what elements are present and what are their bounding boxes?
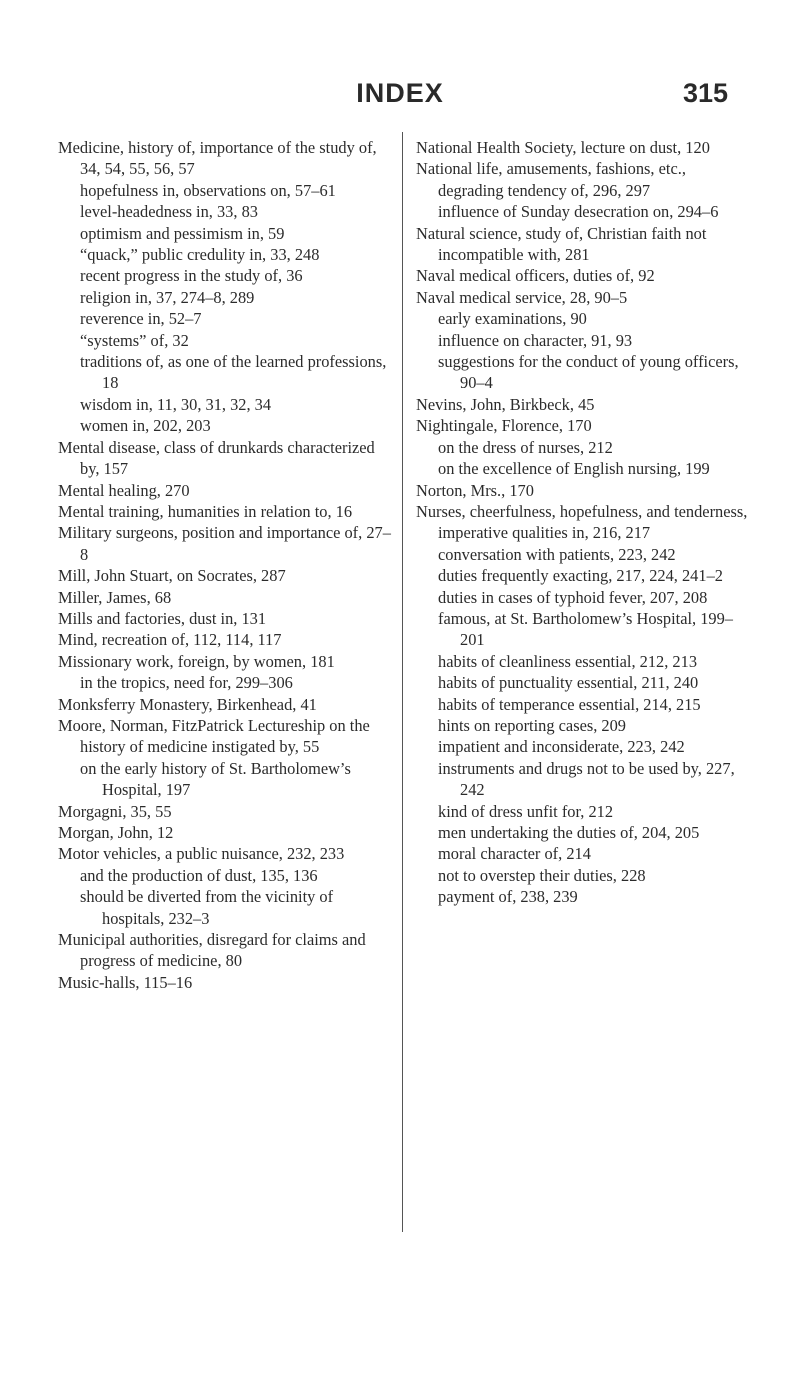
index-entry: Military surgeons, position and importance of, 27–8: [58, 523, 391, 564]
index-entry: Missionary work, foreign, by women, 181: [58, 651, 335, 671]
index-entry: Municipal authorities, disregard for claims and progress of medicine, 80: [58, 930, 366, 971]
index-entry: Norton, Mrs., 170: [416, 480, 534, 500]
index-subentry: recent progress in the study of, 36: [80, 266, 303, 286]
index-entry: Natural science, study of, Christian faith not incompatible with, 281: [416, 223, 707, 265]
index-subentry: traditions of, as one of the learned professions, 18: [80, 352, 387, 393]
index-entry: Moore, Norman, FitzPatrick Lectureship on the history of medicine instigated by, 55: [58, 715, 370, 757]
index-entry: Music-halls, 115–16: [58, 972, 193, 992]
index-subentry: suggestions for the conduct of young officers, 90–4: [438, 352, 739, 393]
index-subentry: instruments and drugs not to be used by, 227, 242: [438, 758, 735, 800]
index-entry: Miller, James, 68: [58, 587, 172, 607]
index-subentry: habits of temperance essential, 214, 215: [438, 694, 701, 714]
index-entry: National Health Society, lecture on dust, 120: [416, 138, 710, 157]
index-subentry: influence on character, 91, 93: [438, 330, 633, 350]
page-title: INDEX: [356, 78, 444, 108]
index-entry: Mental training, humanities in relation to, 16: [58, 501, 353, 521]
index-subentry: habits of punctuality essential, 211, 240: [438, 673, 699, 693]
index-column-right: [416, 137, 754, 908]
index-subentry: level-headedness in, 33, 83: [80, 202, 258, 222]
index-subentry: and the production of dust, 135, 136: [80, 865, 318, 885]
index-subentry: not to overstep their duties, 228: [438, 865, 646, 885]
index-subentry: hopefulness in, observations on, 57–61: [80, 180, 336, 200]
index-entry: National life, amusements, fashions, etc., degrading tendency of, 296, 297: [416, 159, 686, 200]
index-subentry: on the early history of St. Bartholomew’s Hospital, 197: [80, 758, 351, 800]
index-subentry: “systems” of, 32: [80, 330, 189, 350]
index-subentry: conversation with patients, 223, 242: [438, 544, 676, 564]
page-number: 315: [682, 78, 728, 108]
index-subentry: should be diverted from the vicinity of hospitals, 232–3: [80, 887, 334, 928]
column-divider: [402, 132, 403, 1232]
index-entry: Nurses, cheerfulness, hopefulness, and tenderness, imperative qualities in, 216, 217: [416, 501, 748, 543]
index-subentry: payment of, 238, 239: [438, 887, 578, 907]
index-subentry: early examinations, 90: [438, 309, 587, 329]
index-entry: Morgagni, 35, 55: [58, 801, 172, 821]
index-subentry: men undertaking the duties of, 204, 205: [438, 823, 700, 842]
index-subentry: impatient and inconsiderate, 223, 242: [438, 737, 685, 757]
index-entry: Mental disease, class of drunkards characterized by, 157: [58, 437, 375, 479]
index-subentry: on the excellence of English nursing, 199: [438, 459, 710, 479]
index-subentry: duties frequently exacting, 217, 224, 241–2: [438, 566, 723, 586]
index-subentry: habits of cleanliness essential, 212, 213: [438, 651, 698, 671]
index-subentry: famous, at St. Bartholomew’s Hospital, 199–201: [438, 608, 734, 650]
index-subentry: religion in, 37, 274–8, 289: [80, 287, 255, 307]
index-subentry: moral character of, 214: [438, 844, 591, 864]
index-entry: Nightingale, Florence, 170: [416, 416, 592, 436]
index-entry: Medicine, history of, importance of the study of, 34, 54, 55, 56, 57: [58, 138, 377, 179]
index-subentry: hints on reporting cases, 209: [438, 715, 627, 735]
index-entry: Monksferry Monastery, Birkenhead, 41: [58, 694, 317, 714]
index-subentry: in the tropics, need for, 299–306: [80, 673, 293, 693]
index-entry: Naval medical service, 28, 90–5: [416, 287, 628, 307]
index-subentry: on the dress of nurses, 212: [438, 437, 613, 457]
index-subentry: “quack,” public credulity in, 33, 248: [80, 245, 320, 265]
index-subentry: wisdom in, 11, 30, 31, 32, 34: [80, 394, 272, 414]
index-subentry: duties in cases of typhoid fever, 207, 208: [438, 587, 708, 607]
index-subentry: optimism and pessimism in, 59: [80, 223, 285, 243]
index-entry: Mind, recreation of, 112, 114, 117: [58, 630, 282, 650]
index-entry: Motor vehicles, a public nuisance, 232, 233: [58, 844, 345, 864]
index-entry: Mental healing, 270: [58, 480, 190, 500]
index-entry: Morgan, John, 12: [58, 823, 174, 842]
index-entry: Nevins, John, Birkbeck, 45: [416, 394, 595, 414]
index-column-left: [58, 137, 398, 993]
index-subentry: kind of dress unfit for, 212: [438, 801, 614, 821]
index-entry: Naval medical officers, duties of, 92: [416, 266, 655, 286]
page-header: [0, 78, 800, 118]
index-subentry: women in, 202, 203: [80, 416, 211, 436]
index-entry: Mill, John Stuart, on Socrates, 287: [58, 566, 286, 586]
index-subentry: reverence in, 52–7: [80, 309, 202, 329]
index-subentry: influence of Sunday desecration on, 294–6: [438, 202, 719, 222]
index-entry: Mills and factories, dust in, 131: [58, 608, 267, 628]
